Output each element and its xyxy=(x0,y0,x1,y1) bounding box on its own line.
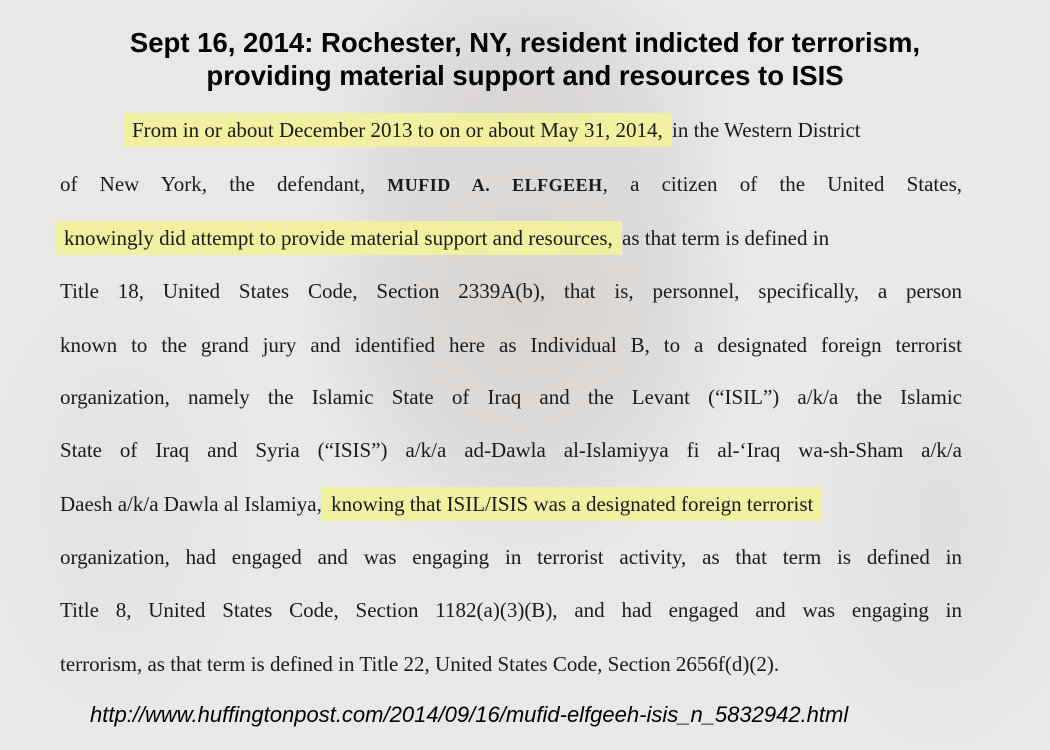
excerpt-line-2-start: of New York, the defendant, xyxy=(60,172,388,196)
excerpt-line-3 xyxy=(60,225,962,251)
excerpt-line-10: Title 8, United States Code, Section 1182(a)(3)(B), and had engaged and was engaging in xyxy=(60,598,962,622)
highlight-date-range: From in or about December 2013 to on or about May 31, 2014, xyxy=(128,118,667,142)
excerpt-line-6: organization, namely the Islamic State of Iraq and the Levant (“ISIL”) a/k/a the Islamic xyxy=(60,385,962,409)
excerpt-line-7: State of Iraq and Syria (“ISIS”) a/k/a ad-Dawla al-Islamiyya fi al-‘Iraq wa-sh-Sham a/k/a xyxy=(60,438,962,462)
excerpt-line-8-start: Daesh a/k/a Dawla al Islamiya, xyxy=(60,492,328,516)
headline xyxy=(0,26,1050,92)
excerpt-line-2-end: , a citizen of the United States, xyxy=(602,172,962,196)
highlight-designated-fto: knowing that ISIL/ISIS was a designated foreign terrorist xyxy=(327,492,817,516)
excerpt-line-5: known to the grand jury and identified here as Individual B, to a designated foreign terrorist xyxy=(60,333,962,357)
excerpt-line-2 xyxy=(60,171,962,198)
excerpt-line-1 xyxy=(128,117,962,143)
excerpt-line-3-rest: as that term is defined in xyxy=(616,226,830,250)
source-url: http://www.huffingtonpost.com/2014/09/16/mufid-elfgeeh-isis_n_5832942.html xyxy=(90,702,849,727)
excerpt-line-11: terrorism, as that term is defined in Title 22, United States Code, Section 2656f(d)(2). xyxy=(60,652,780,676)
defendant-name: MUFID A. ELFGEEH xyxy=(387,175,603,195)
headline-line-1: Sept 16, 2014: Rochester, NY, resident indicted for terrorism, xyxy=(129,27,921,58)
excerpt-line-4: Title 18, United States Code, Section 2339A(b), that is, personnel, specifically, a person xyxy=(60,279,962,303)
headline-line-2: providing material support and resources to ISIS xyxy=(206,60,844,91)
excerpt-line-1-rest: in the Western District xyxy=(666,118,861,142)
excerpt-line-9: organization, had engaged and was engaging in terrorist activity, as that term is defined in xyxy=(60,545,962,569)
excerpt-line-8 xyxy=(60,491,962,517)
highlight-material-support: knowingly did attempt to provide material support and resources, xyxy=(60,226,617,250)
